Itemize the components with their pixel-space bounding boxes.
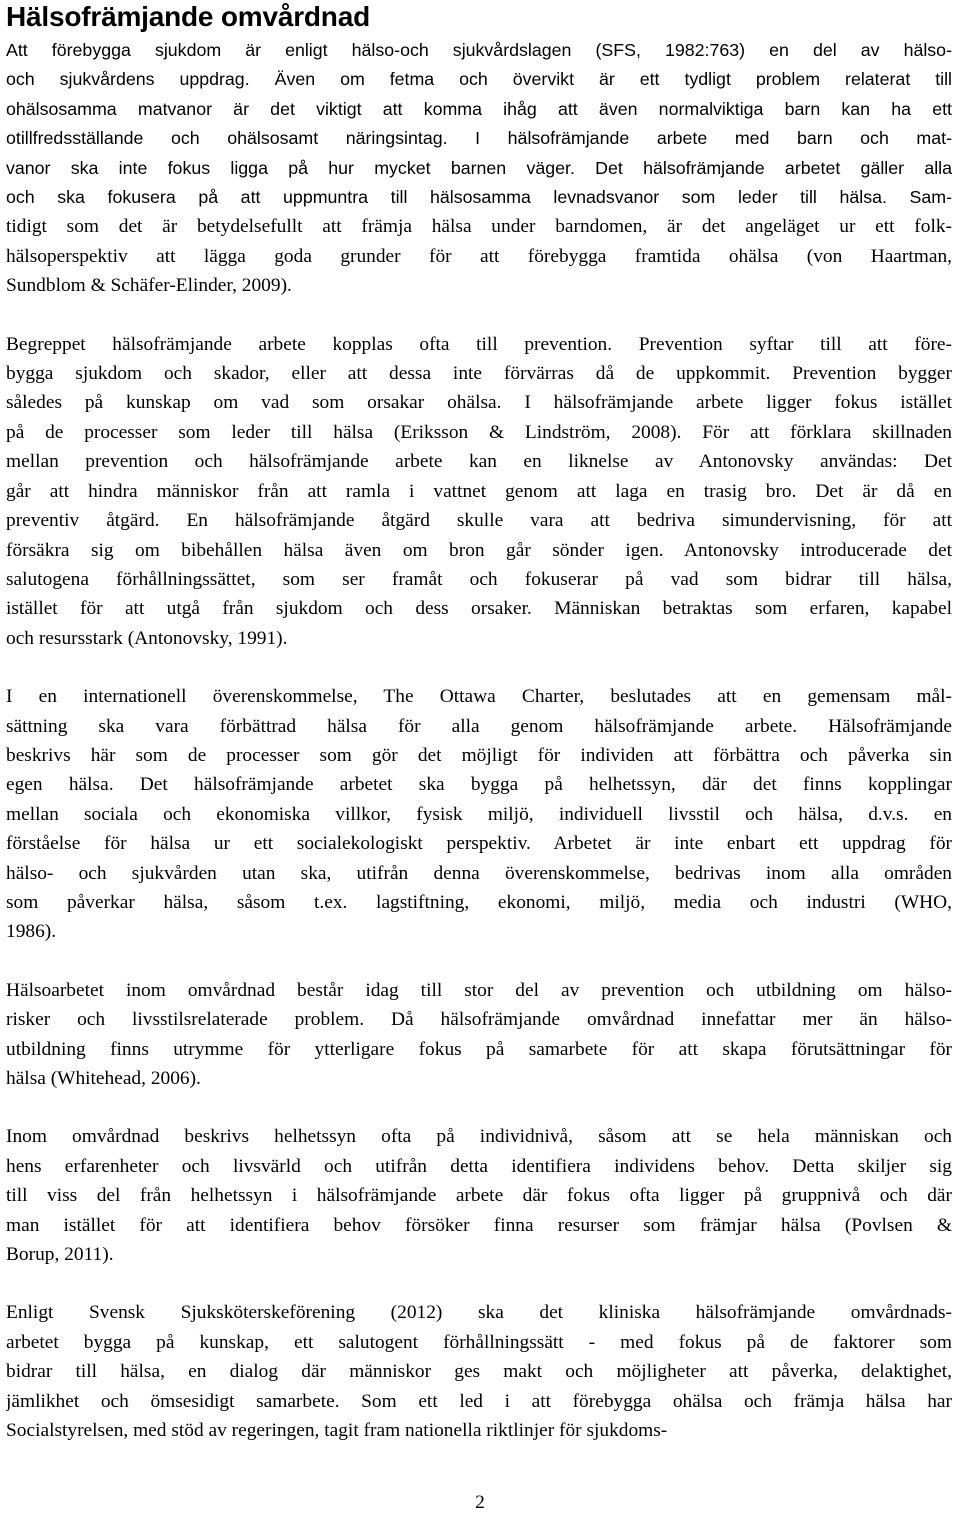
text-line (6, 183, 952, 212)
paragraph-gap (6, 1093, 952, 1122)
text-line (6, 976, 952, 1005)
text-line (6, 682, 952, 711)
text-line (6, 624, 952, 653)
text-run: hälsa (Whitehead, 2006). (6, 1068, 201, 1089)
text-run: otillfredsställande och ohälsosamt näringsintag. I hälsofrämjande arbete med barn och mat- (6, 128, 952, 149)
text-run: Att förebygga sjukdom är enligt hälso-och sjukvårdslagen (SFS, 1982:763) en del av hälso- (6, 40, 952, 60)
text-line (6, 565, 952, 594)
text-line (6, 1240, 952, 1269)
text-line (6, 95, 952, 124)
text-line (6, 271, 952, 300)
text-run: mellan sociala och ekonomiska villkor, fysisk miljö, individuell livsstil och hälsa, d.v.s. en (6, 803, 952, 825)
text-run: mellan prevention och hälsofrämjande arbete kan en liknelse av Antonovsky användas: Det (6, 451, 952, 473)
text-line (6, 1357, 952, 1386)
text-run: således på kunskap om vad som orsakar ohälsa. I hälsofrämjande arbete ligger fokus istället (6, 392, 952, 414)
text-line (6, 388, 952, 417)
paragraph-gap (6, 947, 952, 976)
text-line (6, 1005, 952, 1034)
text-line (6, 741, 952, 770)
text-run: och sjukvårdens uppdrag. Även om fetma och övervikt är ett tydligt problem relaterat till (6, 69, 952, 90)
text-line (6, 594, 952, 623)
text-line (6, 859, 952, 888)
paragraph (6, 682, 952, 947)
text-run: man istället för att identifiera behov försöker finna resurser som främjar hälsa (Povlsen & (6, 1214, 952, 1236)
text-run: egen hälsa. Det hälsofrämjande arbetet ska bygga på helhetssyn, där det finns kopplingar (6, 774, 952, 796)
text-line (6, 800, 952, 829)
text-run: bygga sjukdom och skador, eller att dessa inte förvärras då de uppkommit. Prevention bygger (6, 363, 952, 385)
text-line (6, 1328, 952, 1357)
paragraph-gap (6, 653, 952, 682)
text-run: istället för att utgå från sjukdom och dess orsaker. Människan betraktas som erfaren, kapabel (6, 598, 952, 620)
text-run: försäkra sig om bibehållen hälsa även om bron går sönder igen. Antonovsky introducerade det (6, 539, 952, 561)
paragraph-gap (6, 1269, 952, 1298)
text-run: sättning ska vara förbättrad hälsa för alla genom hälsofrämjande arbete. Hälsofrämjande (6, 715, 952, 737)
text-run: till viss del från helhetssyn i hälsofrämjande arbete där fokus ofta ligger på gruppnivå och där (6, 1185, 952, 1207)
text-line (6, 1152, 952, 1181)
paragraph (6, 330, 952, 653)
text-line (6, 1416, 952, 1445)
text-run: Socialstyrelsen, med stöd av regeringen, tagit fram nationella riktlinjer för sjukdoms- (6, 1420, 668, 1442)
text-line (6, 917, 952, 946)
text-run: jämlikhet och ömsesidigt samarbete. Som ett led i att förebygga ohälsa och främja hälsa har (6, 1390, 952, 1412)
paragraph-gap (6, 301, 952, 330)
text-run: 1986). (6, 921, 57, 943)
paragraph (6, 36, 952, 301)
text-run: arbetet bygga på kunskap, ett salutogent förhållningssätt - med fokus på de faktorer som (6, 1331, 952, 1353)
text-line (6, 36, 952, 65)
text-run: I en internationell överenskommelse, The Ottawa Charter, beslutades att en gemensam mål- (6, 686, 952, 708)
text-line (6, 418, 952, 447)
text-line (6, 1064, 952, 1093)
text-run: hälsoperspektiv att lägga goda grunder för att förebygga framtida ohälsa (von Haartman, (6, 245, 952, 267)
text-line (6, 477, 952, 506)
paragraph (6, 1122, 952, 1269)
section-heading: Hälsofrämjande omvårdnad (6, 1, 370, 32)
text-line (6, 506, 952, 535)
text-line (6, 212, 952, 241)
text-line (6, 65, 952, 94)
text-run: hälso- och sjukvården utan ska, utifrån denna överenskommelse, bedrivas inom alla områden (6, 862, 952, 884)
text-run: bidrar till hälsa, en dialog där människor ges makt och möjligheter att påverka, delaktighet, (6, 1361, 952, 1383)
text-run: vanor ska inte fokus ligga på hur mycket barnen väger. Det hälsofrämjande arbetet gäller alla (6, 157, 952, 178)
text-line (6, 712, 952, 741)
text-line (6, 1035, 952, 1064)
text-run: ohälsosamma matvanor är det viktigt att komma ihåg att även normalviktiga barn kan ha ett (6, 98, 952, 119)
text-run: går att hindra människor från att ramla i vattnet genom att laga en trasig bro. Det är då en (6, 480, 952, 502)
text-run: och ska fokusera på att uppmuntra till hälsosamma levnadsvanor som leder till hälsa. Sam- (6, 187, 952, 208)
text-run: Enligt Svensk Sjuksköterskeförening (2012) ska det kliniska hälsofrämjande omvårdnads- (6, 1302, 952, 1324)
text-line (6, 829, 952, 858)
document-page (6, 0, 952, 1445)
text-run: och resursstark (Antonovsky, 1991). (6, 627, 288, 649)
text-run: Sundblom & Schäfer-Elinder, 2009). (6, 275, 292, 297)
text-run: Begreppet hälsofrämjande arbete kopplas ofta till prevention. Prevention syftar till att före- (6, 333, 952, 355)
text-run: på de processer som leder till hälsa (Eriksson & Lindström, 2008). För att förklara skillnaden (6, 421, 952, 443)
text-line (6, 154, 952, 183)
text-line (6, 536, 952, 565)
text-line (6, 1298, 952, 1327)
text-run: förståelse för hälsa ur ett socialekologiskt perspektiv. Arbetet är inte enbart ett uppdrag för (6, 833, 952, 855)
page-number: 2 (475, 1492, 485, 1513)
text-line (6, 330, 952, 359)
body-text (6, 36, 952, 1445)
text-line (6, 242, 952, 271)
text-run: hens erfarenheter och livsvärld och utifrån detta identifiera individens behov. Detta skiljer sig (6, 1155, 952, 1177)
text-run: beskrivs här som de processer som gör det möjligt för individen att förbättra och påverka sin (6, 744, 952, 766)
text-run: salutogena förhållningssättet, som ser framåt och fokuserar på vad som bidrar till hälsa, (6, 568, 952, 590)
text-line (6, 359, 952, 388)
text-run: tidigt som det är betydelsefullt att främja hälsa under barndomen, är det angeläget ur ett folk- (6, 216, 952, 238)
text-line (6, 770, 952, 799)
text-run: Hälsoarbetet inom omvårdnad består idag till stor del av prevention och utbildning om hälso- (6, 979, 952, 1001)
paragraph (6, 1298, 952, 1445)
text-line (6, 1122, 952, 1151)
text-run: utbildning finns utrymme för ytterligare fokus på samarbete för att skapa förutsättningar för (6, 1038, 952, 1060)
text-line (6, 447, 952, 476)
text-run: som påverkar hälsa, såsom t.ex. lagstiftning, ekonomi, miljö, media och industri (WHO, (6, 891, 952, 913)
paragraph (6, 976, 952, 1094)
text-line (6, 1181, 952, 1210)
text-line (6, 1211, 952, 1240)
text-run: preventiv åtgärd. En hälsofrämjande åtgärd skulle vara att bedriva simundervisning, för att (6, 510, 952, 532)
text-run: risker och livsstilsrelaterade problem. Då hälsofrämjande omvårdnad innefattar mer än hälso- (6, 1009, 952, 1031)
text-run: Inom omvårdnad beskrivs helhetssyn ofta på individnivå, såsom att se hela människan och (6, 1126, 952, 1148)
text-line (6, 124, 952, 153)
text-run: Borup, 2011). (6, 1244, 114, 1266)
text-line (6, 1387, 952, 1416)
text-line (6, 888, 952, 917)
